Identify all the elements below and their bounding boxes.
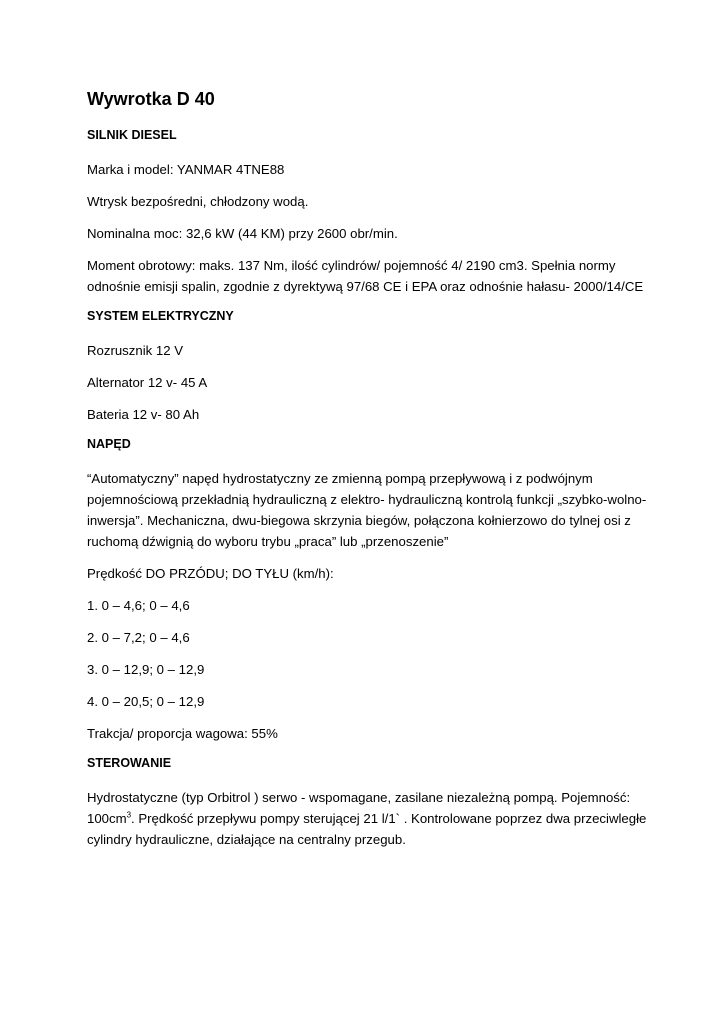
drive-speed-gear-2: 2. 0 – 7,2; 0 – 4,6 (87, 630, 190, 645)
drive-speed-gear-4: 4. 0 – 20,5; 0 – 12,9 (87, 694, 205, 709)
drive-speed-header: Prędkość DO PRZÓDU; DO TYŁU (km/h): (87, 566, 334, 581)
steering-description (87, 787, 647, 850)
steering-text-part-a: Hydrostatyczne (typ Orbitrol ) serwo - wspomagane, zasilane niezależną pompą. Pojemność: 100cm (87, 790, 631, 826)
engine-power: Nominalna moc: 32,6 kW (44 KM) przy 2600 obr/min. (87, 226, 398, 241)
drive-traction: Trakcja/ proporcja wagowa: 55% (87, 726, 278, 741)
engine-torque: Moment obrotowy: maks. 137 Nm, ilość cylindrów/ pojemność 4/ 2190 cm3. Spełnia normy odnośnie emisji spalin, zgodnie z dyrektywą 97/68 CE i EPA oraz odnośnie hałasu- 2000/14/CE (87, 258, 644, 294)
heading-steering: STEROWANIE (87, 756, 172, 770)
drive-speed-gear-1: 1. 0 – 4,6; 0 – 4,6 (87, 598, 190, 613)
drive-speed-gear-3: 3. 0 – 12,9; 0 – 12,9 (87, 662, 205, 677)
document-page (87, 88, 647, 861)
electrical-battery: Bateria 12 v- 80 Ah (87, 407, 200, 422)
electrical-starter: Rozrusznik 12 V (87, 343, 184, 358)
electrical-alternator: Alternator 12 v- 45 A (87, 375, 208, 390)
engine-injection: Wtrysk bezpośredni, chłodzony wodą. (87, 194, 309, 209)
heading-engine: SILNIK DIESEL (87, 128, 177, 142)
engine-model: Marka i model: YANMAR 4TNE88 (87, 162, 285, 177)
heading-drive: NAPĘD (87, 437, 131, 451)
drive-description: “Automatyczny” napęd hydrostatyczny ze zmienną pompą przepływową i z podwójnym pojemnościową przekładnią hydrauliczną z elektro- hydrauliczną kontrolą funkcji „szybko-wolno-inwersja”. Mechaniczna, dwu-biegowa skrzynia biegów, połączona kołnierzowo do tylnej osi z ruchomą dźwignią do wyboru trybu „praca” lub „przenoszenie” (87, 471, 647, 549)
document-title: Wywrotka D 40 (87, 89, 215, 109)
heading-electrical: SYSTEM ELEKTRYCZNY (87, 309, 234, 323)
steering-superscript: 3 (126, 810, 132, 820)
steering-text-part-b: . Prędkość przepływu pompy sterującej 21 l/1` . Kontrolowane poprzez dwa przeciwległe cylindry hydrauliczne, działające na centralny przegub. (87, 811, 647, 847)
